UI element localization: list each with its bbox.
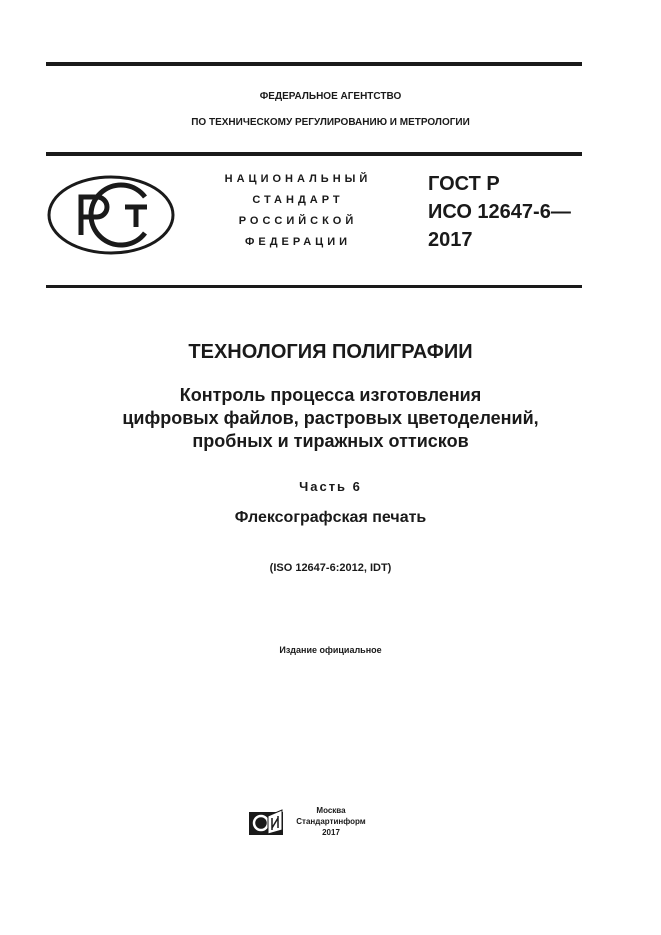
designation-line-3: 2017 (428, 229, 473, 251)
subtitle-line: пробных и тиражных оттисков (192, 431, 469, 451)
title-rule (46, 285, 582, 288)
document-subtitle (0, 384, 661, 453)
rst-logo-icon (47, 175, 175, 255)
standard-type-line: РОССИЙСКОЙ (238, 215, 358, 227)
part-title: Флексографская печать (234, 509, 427, 526)
designation-line-2: ИСО 12647-6— (428, 201, 571, 223)
standard-type-line: НАЦИОНАЛЬНЫЙ (224, 173, 372, 185)
top-rule (46, 62, 582, 66)
publisher (296, 805, 366, 838)
subtitle-line: Контроль процесса изготовления (179, 385, 482, 405)
edition-note: Издание официальное (279, 645, 382, 655)
standard-type-line: СТАНДАРТ (252, 194, 344, 206)
agency-line-1: ФЕДЕРАЛЬНОЕ АГЕНТСТВО (259, 91, 402, 102)
designation-line-1: ГОСТ Р (428, 173, 500, 195)
publisher-city: Москва (316, 806, 346, 815)
document-title: ТЕХНОЛОГИЯ ПОЛИГРАФИИ (188, 341, 473, 363)
standartinform-logo-icon (248, 808, 284, 836)
part-number: Часть 6 (299, 479, 362, 494)
standard-type (198, 169, 398, 253)
standard-type-line: ФЕДЕРАЦИИ (244, 236, 352, 248)
designation (428, 170, 571, 254)
header-rule (46, 152, 582, 156)
agency-line-2: ПО ТЕХНИЧЕСКОМУ РЕГУЛИРОВАНИЮ И МЕТРОЛОГИИ (191, 117, 470, 128)
publisher-name: Стандартинформ (296, 817, 366, 826)
subtitle-line: цифровых файлов, растровых цветоделений, (122, 408, 539, 428)
iso-reference: (ISO 12647-6:2012, IDT) (269, 562, 392, 574)
publisher-year: 2017 (322, 828, 340, 837)
